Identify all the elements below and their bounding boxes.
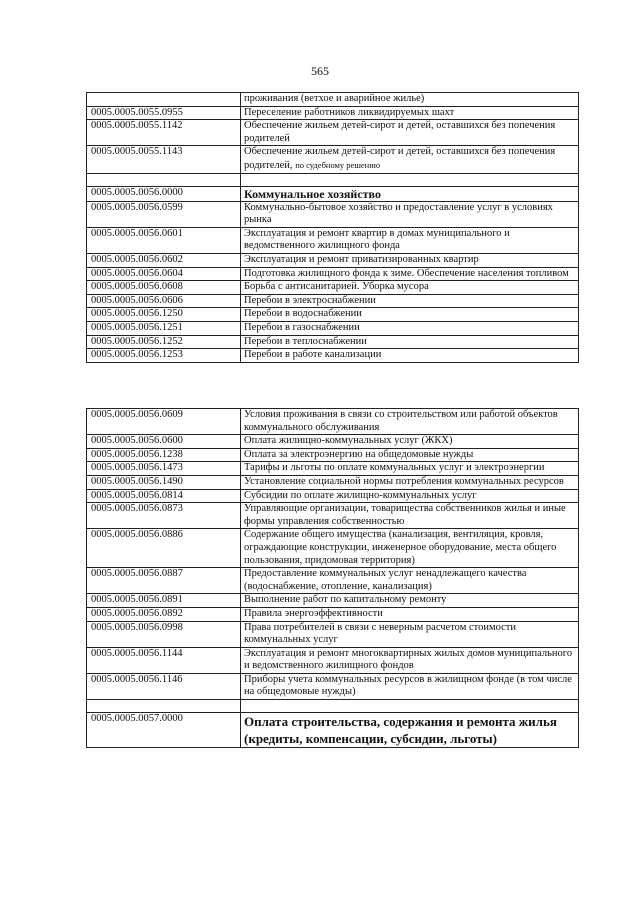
table-row [87, 673, 579, 699]
row-text: Эксплуатация и ремонт многоквартирных жилых домов муниципального и ведомственного жилищного фондов [241, 647, 579, 673]
table-row [87, 607, 579, 621]
table-row [87, 503, 579, 529]
row-code: 0005.0005.0055.1142 [87, 120, 241, 146]
table-row [87, 335, 579, 349]
table-row [87, 349, 579, 363]
row-code: 0005.0005.0056.0891 [87, 594, 241, 608]
table-row [87, 106, 579, 120]
table-row [87, 321, 579, 335]
row-text: Перебои в теплоснабжении [241, 335, 579, 349]
row-text: проживания (ветхое и аварийное жилье) [241, 93, 579, 107]
table-row [87, 120, 579, 146]
row-code: 0005.0005.0056.0599 [87, 201, 241, 227]
table-row [87, 462, 579, 476]
classifier-table-bottom [86, 408, 579, 748]
table-row [87, 281, 579, 295]
row-text: Переселение работников ликвидируемых шахт [241, 106, 579, 120]
row-text: Приборы учета коммунальных ресурсов в жилищном фонде (в том числе на общедомовые нужды) [241, 673, 579, 699]
row-code [87, 700, 241, 713]
row-text: Управляющие организации, товарищества собственников жилья и иные формы управления собственностью [241, 503, 579, 529]
row-text: Коммунально-бытовое хозяйство и предоставление услуг в условиях рынка [241, 201, 579, 227]
row-text: Выполнение работ по капитальному ремонту [241, 594, 579, 608]
table-row [87, 594, 579, 608]
row-code: 0005.0005.0056.1250 [87, 308, 241, 322]
row-text-main: Обеспечение жильем детей-сирот и детей, оставшихся без попечения родителей, [244, 146, 556, 171]
row-text: Эксплуатация и ремонт квартир в домах муниципального и ведомственного жилищного фонда [241, 227, 579, 253]
row-text [241, 700, 579, 713]
row-text: Коммунальное хозяйство [241, 186, 579, 201]
row-code: 0005.0005.0056.0608 [87, 281, 241, 295]
row-code [87, 173, 241, 186]
row-code: 0005.0005.0056.0886 [87, 529, 241, 568]
row-code: 0005.0005.0056.0814 [87, 489, 241, 503]
table-row [87, 146, 579, 173]
row-code: 0005.0005.0056.0606 [87, 294, 241, 308]
table-row [87, 227, 579, 253]
page-number: 565 [311, 64, 329, 78]
table-row [87, 409, 579, 435]
row-code: 0005.0005.0056.0609 [87, 409, 241, 435]
row-text: Условия проживания в связи со строительством или работой объектов коммунального обслуживания [241, 409, 579, 435]
row-code: 0005.0005.0056.0998 [87, 621, 241, 647]
row-code: 0005.0005.0056.1252 [87, 335, 241, 349]
row-code [87, 93, 241, 107]
row-text: Права потребителей в связи с неверным расчетом стоимости коммунальных услуг [241, 621, 579, 647]
table-row-section-header [87, 186, 579, 201]
row-code: 0005.0005.0055.1143 [87, 146, 241, 173]
row-code: 0005.0005.0056.1251 [87, 321, 241, 335]
table-row [87, 475, 579, 489]
row-text: Перебои в электроснабжении [241, 294, 579, 308]
table-row [87, 647, 579, 673]
row-text: Перебои в работе канализации [241, 349, 579, 363]
row-text: Тарифы и льготы по оплате коммунальных услуг и электроэнергии [241, 462, 579, 476]
row-code: 0005.0005.0056.1473 [87, 462, 241, 476]
row-code: 0005.0005.0057.0000 [87, 713, 241, 748]
row-code: 0005.0005.0056.1253 [87, 349, 241, 363]
row-text: Подготовка жилищного фонда к зиме. Обеспечение населения топливом [241, 267, 579, 281]
row-code: 0005.0005.0055.0955 [87, 106, 241, 120]
table-row-empty [87, 173, 579, 186]
table-row [87, 529, 579, 568]
row-code: 0005.0005.0056.0000 [87, 186, 241, 201]
row-text: Оплата за электроэнергию на общедомовые нужды [241, 448, 579, 462]
row-code: 0005.0005.0056.1238 [87, 448, 241, 462]
table-row [87, 93, 579, 107]
table-row [87, 308, 579, 322]
row-text: Правила энергоэффективности [241, 607, 579, 621]
row-code: 0005.0005.0056.0602 [87, 253, 241, 267]
row-text: Эксплуатация и ремонт приватизированных квартир [241, 253, 579, 267]
table-row [87, 435, 579, 449]
row-text [241, 146, 579, 173]
row-text: Перебои в газоснабжении [241, 321, 579, 335]
row-text: Борьба с антисанитарией. Уборка мусора [241, 281, 579, 295]
row-code: 0005.0005.0056.0601 [87, 227, 241, 253]
table-row-section-header [87, 713, 579, 748]
table-row [87, 253, 579, 267]
table-row [87, 201, 579, 227]
row-code: 0005.0005.0056.0600 [87, 435, 241, 449]
row-code: 0005.0005.0056.0887 [87, 568, 241, 594]
table-row [87, 294, 579, 308]
row-code: 0005.0005.0056.1144 [87, 647, 241, 673]
row-code: 0005.0005.0056.0604 [87, 267, 241, 281]
table-row [87, 448, 579, 462]
row-text: Содержание общего имущества (канализация, вентиляция, кровля, ограждающие конструкции, инженерное оборудование, места общего пользования, придомовая территория) [241, 529, 579, 568]
row-code: 0005.0005.0056.1490 [87, 475, 241, 489]
row-text: Субсидии по оплате жилищно-коммунальных услуг [241, 489, 579, 503]
row-text: Оплата жилищно-коммунальных услуг (ЖКХ) [241, 435, 579, 449]
table-row [87, 621, 579, 647]
row-text: Перебои в водоснабжении [241, 308, 579, 322]
table-row [87, 568, 579, 594]
row-text: Предоставление коммунальных услуг ненадлежащего качества (водоснабжение, отопление, канализация) [241, 568, 579, 594]
row-code: 0005.0005.0056.0873 [87, 503, 241, 529]
row-text: Обеспечение жильем детей-сирот и детей, оставшихся без попечения родителей [241, 120, 579, 146]
row-text-note: по судебному решению [295, 159, 381, 170]
row-text [241, 173, 579, 186]
row-code: 0005.0005.0056.1146 [87, 673, 241, 699]
table-row [87, 489, 579, 503]
table-row [87, 267, 579, 281]
row-text: Оплата строительства, содержания и ремонта жилья (кредиты, компенсации, субсидии, льготы) [241, 713, 579, 748]
row-code: 0005.0005.0056.0892 [87, 607, 241, 621]
table-row-empty [87, 700, 579, 713]
row-text: Установление социальной нормы потребления коммунальных ресурсов [241, 475, 579, 489]
classifier-table-top [86, 92, 579, 363]
